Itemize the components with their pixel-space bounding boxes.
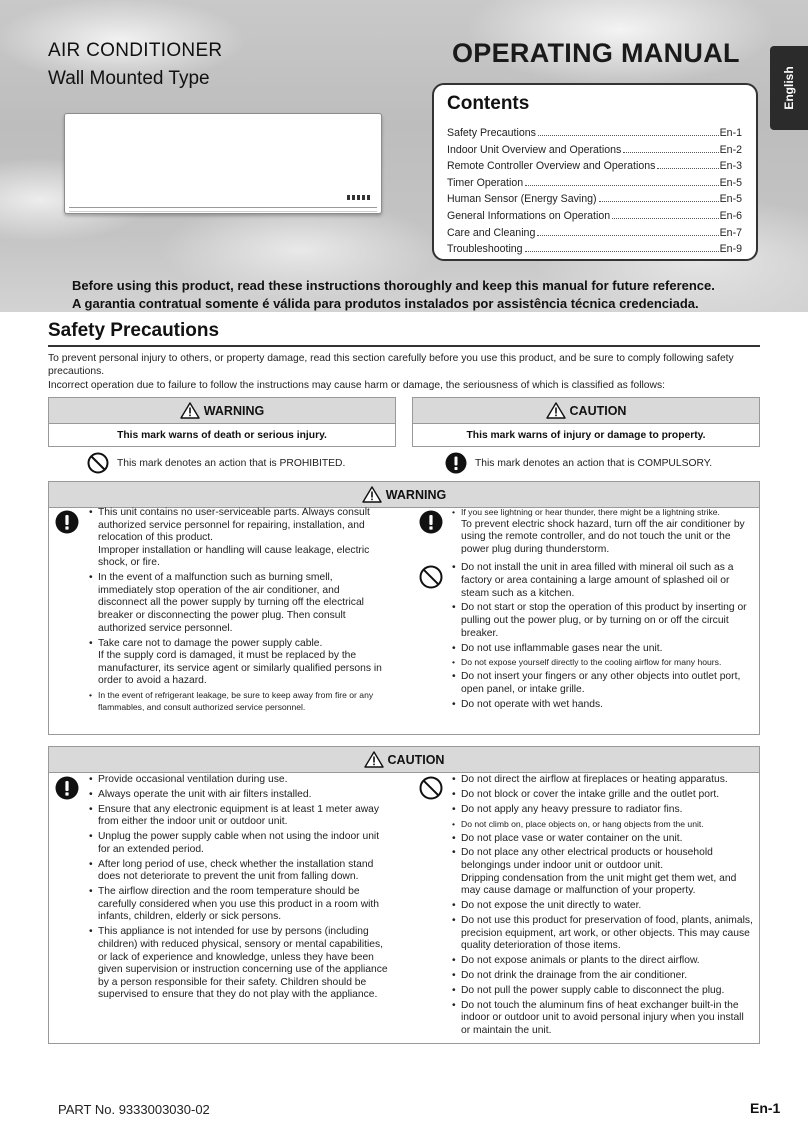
toc-item[interactable]: Indoor Unit Overview and Operations En-2: [447, 143, 742, 156]
list-item: • Take care not to damage the power supply cable. If the supply cord is damaged, it must be replaced by the manufacturer, its service agent or similarly qualified persons in order to avoid a hazard.: [89, 638, 389, 688]
prohibited-icon: [419, 565, 443, 589]
warning-right-column: [452, 507, 752, 714]
list-item: • Do not block or cover the intake grille and the outlet port.: [452, 789, 754, 802]
list-item: • If you see lightning or hear thunder, there might be a lightning strike. To prevent electric shock hazard, turn off the air conditioner by using the remote controller, and do not touch the unit or the power plug during thunderstorm.: [452, 507, 752, 556]
warning-mark-box: [48, 397, 396, 447]
caution-panel-title: CAUTION: [387, 752, 445, 767]
warning-panel: [48, 481, 760, 735]
section-title: Safety Precautions: [48, 320, 220, 341]
list-item: • The airflow direction and the room temperature should be carefully considered when you use this product in a room with infants, children, elderly or sick persons.: [89, 886, 389, 924]
list-item: • Ensure that any electronic equipment is at least 1 meter away from either the indoor unit or outdoor unit.: [89, 804, 389, 829]
list-item: • Do not use this product for preservation of food, plants, animals, precision equipment, art work, or other objects. This may cause quality deterioration of those items.: [452, 915, 754, 953]
prohibited-legend: [87, 452, 345, 474]
list-item: • Do not expose yourself directly to the cooling airflow for many hours.: [452, 657, 752, 669]
list-item: • Do not operate with wet hands.: [452, 699, 752, 712]
caution-panel: [48, 746, 760, 1044]
unit-display-indicator: [347, 195, 371, 200]
language-tab: [770, 46, 808, 130]
part-number: PART No. 9333003030-02: [58, 1102, 210, 1117]
list-item: • Do not place vase or water container on the unit.: [452, 833, 754, 846]
list-item: • Do not apply any heavy pressure to radiator fins.: [452, 804, 754, 817]
list-item: • In the event of refrigerant leakage, be sure to keep away from fire or any flammables, and consult authorized service personnel.: [89, 690, 389, 713]
list-item: • Do not insert your fingers or any other objects into outlet port, open panel, or intake grille.: [452, 671, 752, 696]
compulsory-legend-text: This mark denotes an action that is COMPULSORY.: [475, 457, 713, 469]
compulsory-icon: [445, 452, 467, 474]
list-item: • Do not use inflammable gases near the unit.: [452, 643, 752, 656]
warning-triangle-icon: [180, 402, 200, 419]
caution-mark-box: [412, 397, 760, 447]
list-item: • Unplug the power supply cable when not using the indoor unit for an extended period.: [89, 831, 389, 856]
list-item: • This appliance is not intended for use by persons (including children) with reduced physical, sensory or mental capabilities, or lack of experience and knowledge, unless they have been given supervision or instruction concerning use of the appliance by a person responsible for their safety. Children should be supervised to ensure that they do not play with the appliance.: [89, 926, 389, 1002]
contents-box: [432, 83, 758, 261]
intro-paragraph-2: Incorrect operation due to failure to follow the instructions may cause harm or damage, the seriousness of which is classified as follows:: [48, 379, 665, 391]
manual-title: OPERATING MANUAL: [452, 38, 740, 68]
warning-left-column: [89, 507, 389, 716]
toc-item[interactable]: Safety Precautions En-1: [447, 127, 742, 139]
section-intro: [48, 352, 760, 392]
notice-line-1: Before using this product, read these instructions thoroughly and keep this manual for future reference.: [72, 278, 715, 293]
compulsory-icon: [419, 510, 443, 534]
list-item: • Do not start or stop the operation of this product by inserting or pulling out the power plug, or by turning on or off the circuit breaker.: [452, 602, 752, 640]
prohibited-legend-text: This mark denotes an action that is PROHIBITED.: [117, 457, 346, 469]
warning-mark-title: WARNING: [203, 403, 265, 418]
list-item: • Provide occasional ventilation during use.: [89, 774, 389, 787]
toc-item[interactable]: Troubleshooting En-9: [447, 243, 742, 256]
list-item: • Do not expose the unit directly to water.: [452, 900, 754, 913]
toc-item[interactable]: General Informations on Operation En-6: [447, 209, 742, 222]
caution-left-column: [89, 774, 389, 1004]
list-item: • Do not pull the power supply cable to disconnect the plug.: [452, 985, 754, 998]
warning-mark-text: This mark warns of death or serious injury.: [117, 430, 327, 441]
product-type: Wall Mounted Type: [48, 68, 210, 89]
toc-item[interactable]: Timer Operation En-5: [447, 176, 742, 189]
compulsory-icon: [55, 510, 79, 534]
prohibited-icon: [87, 452, 109, 474]
indoor-unit-illustration: [64, 113, 382, 214]
compulsory-legend: [445, 452, 712, 474]
list-item: • Always operate the unit with air filters installed.: [89, 789, 389, 802]
warning-triangle-icon: [364, 751, 384, 768]
list-item: • Do not direct the airflow at fireplaces or heating apparatus.: [452, 774, 754, 787]
section-divider: [48, 345, 760, 347]
warning-triangle-icon: [362, 486, 382, 503]
toc-item[interactable]: Care and Cleaning En-7: [447, 226, 742, 239]
list-item: • This unit contains no user-serviceable parts. Always consult authorized service personnel for repairing, installation, and relocation of this product. Improper installation or handling will cause leakage, electric shock, or fire.: [89, 507, 389, 570]
caution-right-column: [452, 774, 754, 1040]
caution-mark-text: This mark warns of injury or damage to property.: [466, 430, 706, 441]
prohibited-icon: [419, 776, 443, 800]
list-item: • Do not climb on, place objects on, or hang objects from the unit.: [452, 819, 754, 831]
caution-mark-title: CAUTION: [569, 403, 627, 418]
list-item: • Do not place any other electrical products or household belongings under indoor unit or outdoor unit. Dripping condensation from the unit might get them wet, and may cause damage or malfunction of your property.: [452, 847, 754, 897]
list-item: • Do not install the unit in area filled with mineral oil such as a factory or area containing a large amount of splashed oil or steam such as a kitchen.: [452, 562, 752, 600]
intro-paragraph-1: To prevent personal injury to others, or property damage, read this section carefully before you use this product, and be sure to comply following safety precautions.: [48, 353, 734, 378]
contents-title: Contents: [447, 93, 530, 114]
language-tab-label: English: [782, 66, 796, 110]
notice: [72, 277, 715, 313]
list-item: • Do not expose animals or plants to the direct airflow.: [452, 955, 754, 968]
compulsory-icon: [55, 776, 79, 800]
list-item: • Do not touch the aluminum fins of heat exchanger built-in the indoor or outdoor unit to avoid personal injury when you install or maintain the unit.: [452, 1000, 754, 1038]
warning-panel-title: WARNING: [385, 487, 447, 502]
list-item: • After long period of use, check whether the installation stand does not deteriorate to prevent the unit from falling down.: [89, 859, 389, 884]
toc-list: [447, 125, 742, 258]
toc-item[interactable]: Remote Controller Overview and Operations En-3: [447, 160, 742, 173]
warning-triangle-icon: [546, 402, 566, 419]
page-number: En-1: [750, 1100, 781, 1116]
toc-item[interactable]: Human Sensor (Energy Saving) En-5: [447, 193, 742, 206]
notice-line-2: A garantia contratual somente é válida para produtos instalados por assistência técnica credenciada.: [72, 296, 699, 311]
product-name: AIR CONDITIONER: [48, 40, 223, 61]
list-item: • Do not drink the drainage from the air conditioner.: [452, 970, 754, 983]
cover-header: [0, 0, 808, 312]
list-item: • In the event of a malfunction such as burning smell, immediately stop operation of the air conditioner, and disconnect all the power supply by turning off the electrical breaker or disconnecting the power plug. Then consult authorized service personnel.: [89, 572, 389, 635]
